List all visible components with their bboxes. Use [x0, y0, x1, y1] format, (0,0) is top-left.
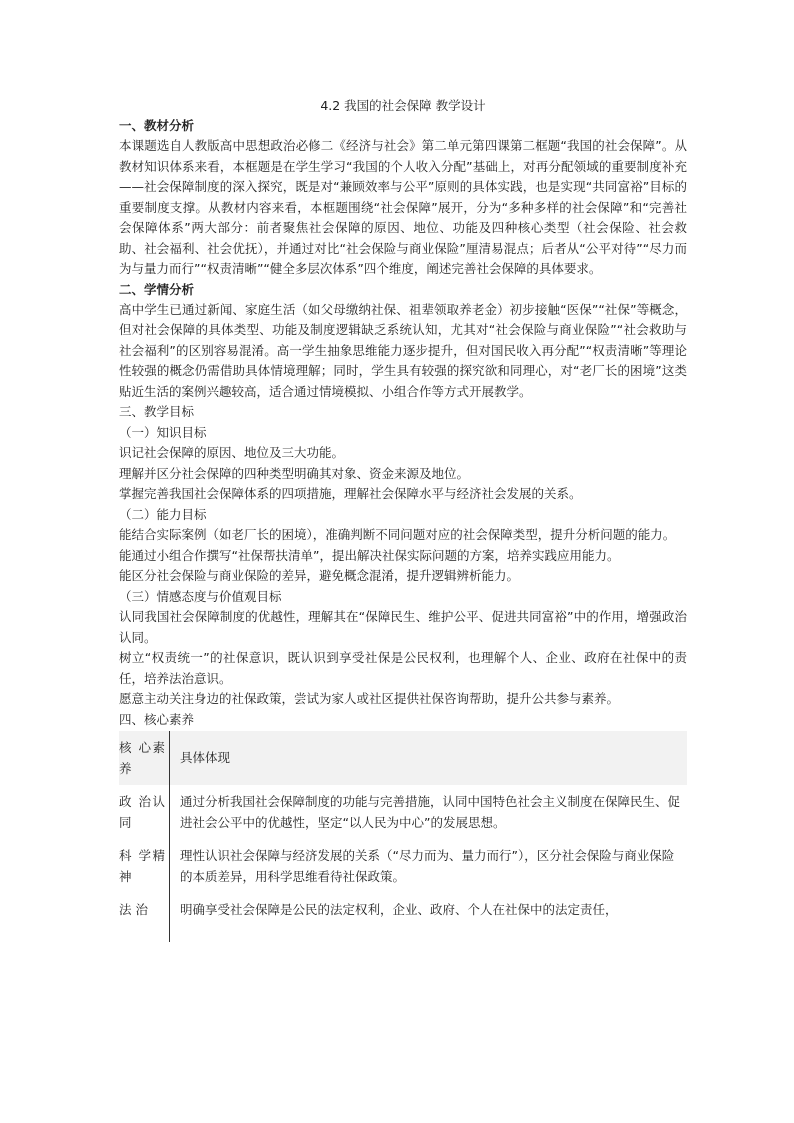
- ability-goals-heading: （二）能力目标: [119, 506, 207, 522]
- table-cell-literacy: 科 学精神: [119, 839, 170, 893]
- ability-goal-item: 能区分社会保险与商业保险的差异，避免概念混淆，提升逻辑辨析能力。: [119, 568, 520, 583]
- table-cell-description: 理性认识社会保障与经济发展的关系（“尽力而为、量力而行”），区分社会保险与商业保险的本质差异，用科学思维看待社保政策。: [180, 848, 675, 884]
- values-goal-item: 树立“权责统一”的社保意识，既认识到享受社保是公民权利，也理解个人、企业、政府在社保中的责任，培养法治意识。: [119, 650, 687, 686]
- section-heading-student-analysis: 二、学情分析: [119, 281, 195, 297]
- knowledge-goal-item: 掌握完善我国社会保障体系的四项措施，理解社会保障水平与经济社会发展的关系。: [119, 486, 582, 501]
- values-goal-item: 愿意主动关注身边的社保政策，尝试为家人或社区提供社保咨询帮助，提升公共参与素养。: [119, 691, 620, 706]
- table-cell-literacy: 政 治认同: [119, 785, 170, 839]
- section-heading-textbook-analysis: 一、教材分析: [119, 118, 195, 133]
- document-page: [119, 96, 687, 942]
- table-header-row: [119, 731, 687, 785]
- knowledge-goal-item: 理解并区分社会保障的四种类型明确其对象、资金来源及地位。: [119, 465, 470, 481]
- textbook-analysis-paragraph: 本课题选自人教版高中思想政治必修二《经济与社会》第二单元第四课第二框题“我国的社会保障”。从教材知识体系来看，本框题是在学生学习“我国的个人收入分配”基础上，对再分配领域的重要制度补充——社会保障制度的深入探究，既是对“兼顾效率与公平”原则的具体实践，也是实现“共同富裕”目标的重要制度支撑。从教材内容来看，本框题围绕“社会保障”展开，分为“多种多样的社会保障”和“完善社会保障体系”两大部分：前者聚焦社会保障的原因、地位、功能及四种核心类型（社会保险、社会救助、社会福利、社会优抚），并通过对比“社会保险与商业保险”厘清易混点；后者从“公平对待”“尽力而为与量力而行”“权责清晰”“健全多层次体系”四个维度，阐述完善社会保障的具体要求。: [119, 138, 687, 276]
- values-goals-heading: （三）情感态度与价值观目标: [119, 588, 282, 604]
- core-literacy-table: [119, 731, 687, 942]
- table-row: [119, 785, 687, 839]
- section-heading-core-literacy: 四、核心素养: [119, 711, 195, 727]
- ability-goal-item: 能结合实际案例（如老厂长的困境），准确判断不同问题对应的社会保障类型，提升分析问题的能力。: [119, 527, 676, 542]
- student-analysis-paragraph: 高中学生已通过新闻、家庭生活（如父母缴纳社保、祖辈领取养老金）初步接触“医保”“社保”等概念，但对社会保障的具体类型、功能及制度逻辑缺乏系统认知，尤其对“社会保险与商业保险”“社会救助与社会福利”的区别容易混淆。高一学生抽象思维能力逐步提升，但对国民收入再分配”“权责清晰”等理论性较强的概念仍需借助具体情境理解；同时，学生具有较强的探究欲和同理心，对“老厂长的困境”这类贴近生活的案例兴趣较高，适合通过情境模拟、小组合作等方式开展教学。: [119, 301, 687, 399]
- section-heading-teaching-goals: 三、教学目标: [119, 404, 195, 419]
- table-header-cell: 核 心素养: [119, 731, 170, 785]
- table-row: [119, 839, 687, 893]
- table-row: [119, 893, 687, 942]
- table-cell-description: 明确享受社会保障是公民的法定权利，企业、政府、个人在社保中的法定责任，: [180, 902, 618, 917]
- table-cell-literacy: 法 治: [119, 902, 148, 917]
- values-goal-item: 认同我国社会保障制度的优越性，理解其在“保障民生、维护公平、促进共同富裕”中的作用，增强政治认同。: [119, 609, 687, 645]
- table-cell-literacy-wrap: [119, 893, 170, 942]
- document-title: 4.2 我国的社会保障 教学设计: [320, 98, 486, 113]
- knowledge-goal-item: 识记社会保障的原因、地位及三大功能。: [119, 445, 345, 460]
- table-cell-description: 通过分析我国社会保障制度的功能与完善措施，认同中国特色社会主义制度在保障民生、促进社会公平中的优越性，坚定“以人民为中心”的发展思想。: [180, 794, 681, 830]
- table-header-cell: 具体体现: [170, 731, 688, 785]
- ability-goal-item: 能通过小组合作撰写“社保帮扶清单”，提出解决社保实际问题的方案，培养实践应用能力。: [119, 547, 620, 563]
- table-cell-description-wrap: [170, 893, 688, 942]
- knowledge-goals-heading: （一）知识目标: [119, 424, 207, 440]
